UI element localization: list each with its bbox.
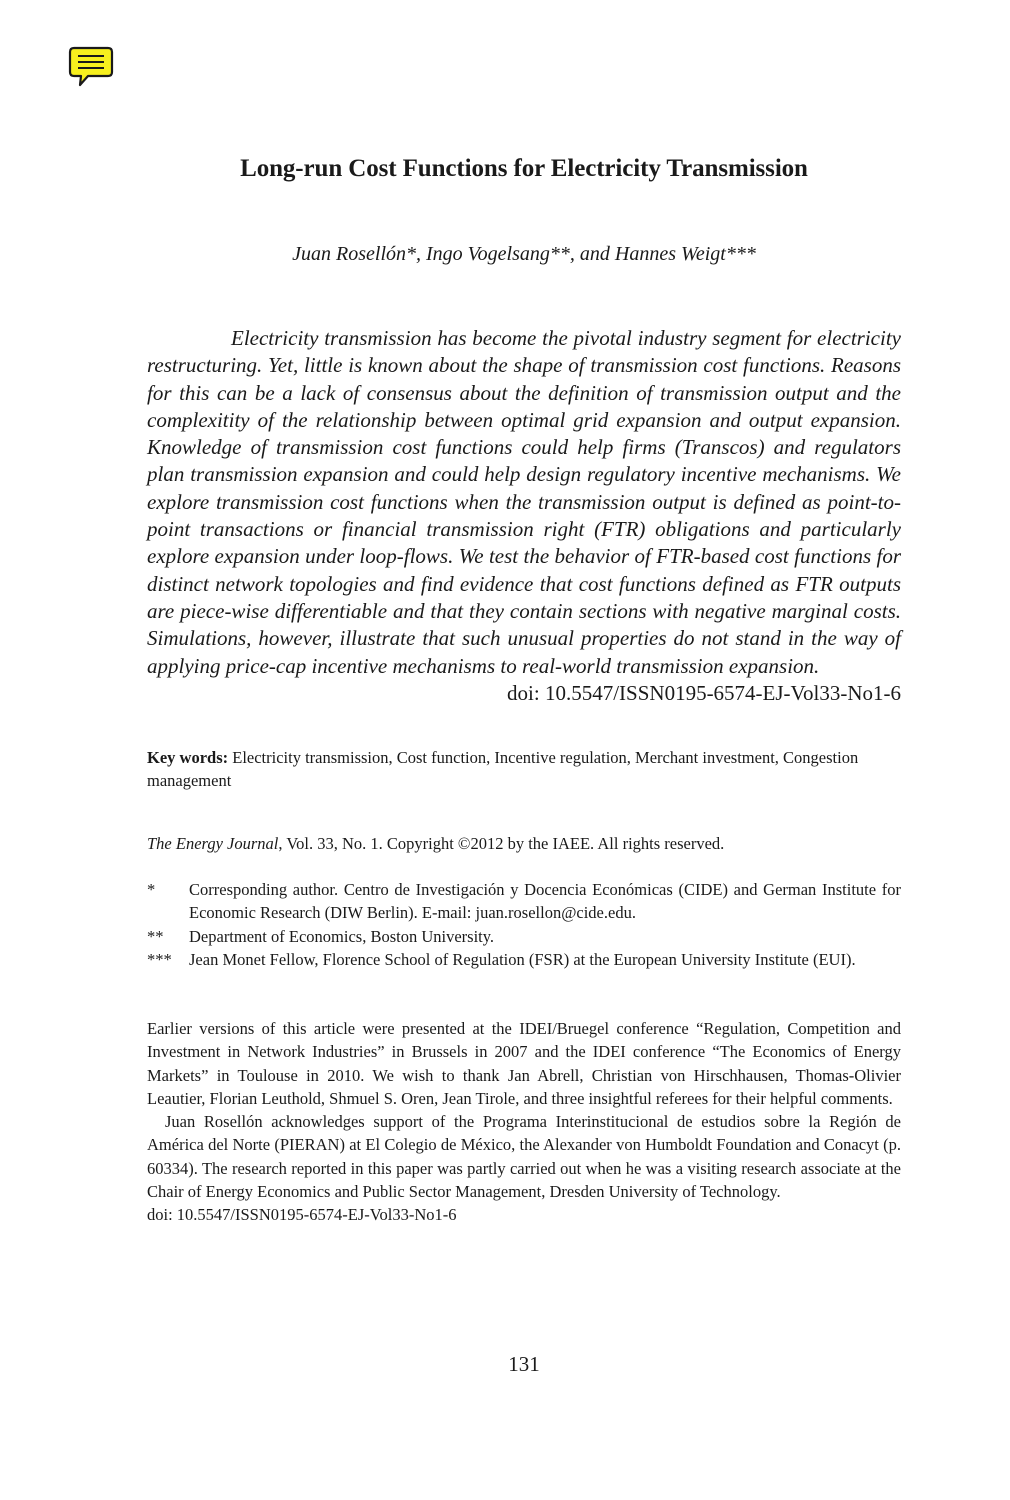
footnote-text: Department of Economics, Boston University.: [189, 926, 495, 946]
footnote-marker: ***: [147, 949, 172, 969]
acknowledgements: [147, 1017, 901, 1227]
footnote-item: [147, 948, 901, 971]
footnote-item: [147, 878, 901, 925]
comment-note-icon[interactable]: [68, 46, 114, 88]
keywords-text: Electricity transmission, Cost function, Incentive regulation, Merchant investment, Congestion management: [147, 748, 859, 790]
abstract-text: Electricity transmission has become the pivotal industry segment for electricity restructuring. Yet, little is known about the shape of transmission cost functions. Reasons for this can be a lack of consensus about the definition of transmission output and the complexitity of the relationship between optimal grid expansion and output expansion. Knowledge of transmission cost functions could help firms (Transcos) and regulators plan transmission expansion and could help design regulatory incentive mechanisms. We explore transmission cost functions when the transmission output is defined as point-to-point transactions or financial transmission right (FTR) obligations and particularly explore expansion under loop-flows. We test the behavior of FTR-based cost functions for distinct network topologies and find evidence that cost functions defined as FTR outputs are piece-wise differentiable and that they contain sections with negative marginal costs. Simulations, however, illustrate that such unusual properties do not stand in the way of applying price-cap incentive mechanisms to real-world transmission expansion.: [147, 326, 901, 678]
journal-name: The Energy Journal: [147, 834, 279, 853]
copyright-line: [147, 832, 901, 855]
footnote-marker: **: [147, 926, 164, 946]
footnote-text: Jean Monet Fellow, Florence School of Regulation (FSR) at the European University Institute (EUI).: [189, 949, 856, 969]
acknowledgements-paragraph-1: Earlier versions of this article were presented at the IDEI/Bruegel conference “Regulation, Competition and Investment in Network Industries” in Brussels in 2007 and the IDEI conference “The Economics of Energy Markets” in Toulouse in 2010. We wish to thank Jan Abrell, Christian von Hirschhausen, Thomas-Olivier Leautier, Florian Leuthold, Shmuel S. Oren, Jean Tirole, and three insightful referees for their helpful comments.: [147, 1019, 901, 1108]
page-number: 131: [508, 1352, 540, 1376]
footnote-text: Corresponding author. Centro de Investigación y Docencia Económicas (CIDE) and German Institute for Economic Research (DIW Berlin). E-mail: juan.rosellon@cide.edu.: [189, 880, 901, 923]
acknowledgements-paragraph-2: Juan Rosellón acknowledges support of the Programa Interinstitucional de estudios sobre la Región de América del Norte (PIERAN) at El Colegio de México, the Alexander von Humboldt Foundation and Conacyt (p. 60334). The research reported in this paper was partly carried out when he was a visiting research associate at the Chair of Energy Economics and Public Sector Management, Dresden University of Technology.: [147, 1112, 901, 1202]
author-list: Juan Rosellón*, Ingo Vogelsang**, and Hannes Weigt***: [292, 243, 756, 265]
abstract: [147, 325, 901, 707]
keywords-label: Key words:: [147, 748, 229, 767]
footnote-marker: *: [147, 880, 156, 899]
copyright-text: , Vol. 33, No. 1. Copyright ©2012 by the IAEE. All rights reserved.: [278, 834, 725, 853]
acknowledgements-doi: doi: 10.5547/ISSN0195-6574-EJ-Vol33-No1-6: [147, 1205, 457, 1225]
keywords: [147, 746, 901, 792]
comment-note-icon-graphic: [68, 46, 114, 88]
author-footnotes: [147, 878, 901, 971]
footnote-item: [147, 925, 901, 948]
paper-title: Long-run Cost Functions for Electricity Transmission: [240, 155, 808, 182]
abstract-doi: doi: 10.5547/ISSN0195-6574-EJ-Vol33-No1-6: [507, 680, 901, 705]
